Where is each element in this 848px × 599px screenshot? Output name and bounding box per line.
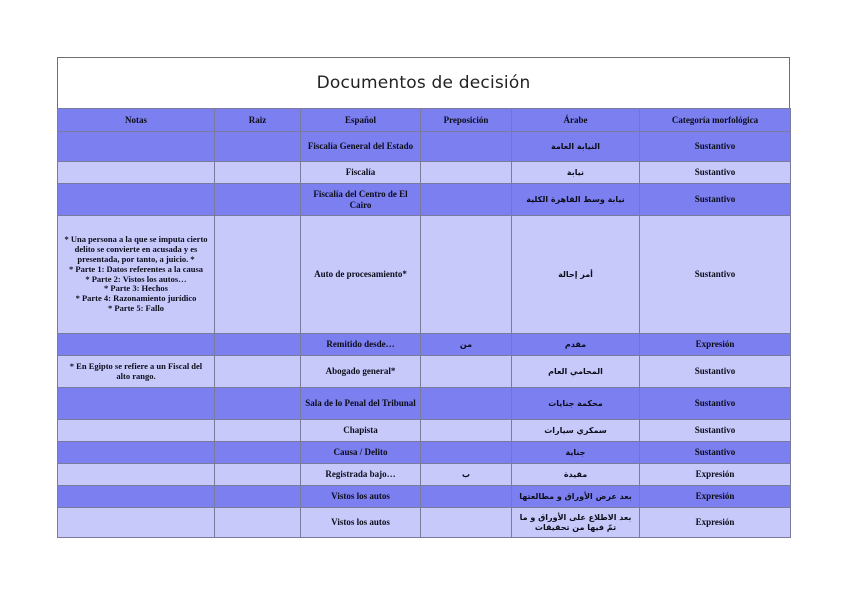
cell-preposicion <box>421 132 512 162</box>
cell-categoria: Expresión <box>640 334 791 356</box>
cell-espanol: Remitido desde… <box>301 334 421 356</box>
cell-arabe: بعد عرض الأوراق و مطالعتها <box>512 486 640 508</box>
note-line: * Parte 2: Vistos los autos… <box>85 273 187 284</box>
cell-categoria: Sustantivo <box>640 442 791 464</box>
cell-arabe: محكمة جنايات <box>512 388 640 420</box>
cell-raiz <box>215 420 301 442</box>
cell-preposicion <box>421 216 512 334</box>
table-row <box>58 162 791 184</box>
cell-categoria: Expresión <box>640 464 791 486</box>
cell-raiz <box>215 162 301 184</box>
title-box <box>57 57 790 108</box>
cell-espanol: Vistos los autos <box>301 508 421 538</box>
table-row <box>58 184 791 216</box>
cell-espanol: Auto de procesamiento* <box>301 216 421 334</box>
cell-notas: * En Egipto se refiere a un Fiscal del alto rango. <box>58 356 215 388</box>
cell-categoria: Expresión <box>640 486 791 508</box>
cell-preposicion <box>421 442 512 464</box>
cell-espanol: Registrada bajo… <box>301 464 421 486</box>
cell-preposicion <box>421 486 512 508</box>
cell-preposicion <box>421 508 512 538</box>
cell-arabe: المحامي العام <box>512 356 640 388</box>
cell-categoria: Sustantivo <box>640 420 791 442</box>
cell-notas <box>58 334 215 356</box>
cell-notas <box>58 442 215 464</box>
document-title: Documentos de decisión <box>316 73 531 93</box>
header-categoria: Categoría morfológica <box>640 109 791 132</box>
cell-notas <box>58 216 215 334</box>
cell-arabe: نيابة وسط القاهرة الكلية <box>512 184 640 216</box>
cell-raiz <box>215 132 301 162</box>
cell-preposicion <box>421 388 512 420</box>
table-row <box>58 442 791 464</box>
cell-arabe: نيابة <box>512 162 640 184</box>
cell-raiz <box>215 464 301 486</box>
note-line: * Parte 4: Razonamiento jurídico <box>75 293 197 304</box>
table-row <box>58 216 791 334</box>
note-line: * Una persona a la que se imputa cierto delito se convierte en acusada y es presentada, por tanto, a juicio. * <box>64 234 208 264</box>
header-espanol: Español <box>301 109 421 132</box>
cell-arabe: مقدم <box>512 334 640 356</box>
decision-documents-sheet <box>57 57 790 538</box>
cell-arabe: مقيدة <box>512 464 640 486</box>
cell-categoria: Sustantivo <box>640 388 791 420</box>
cell-preposicion: ب <box>421 464 512 486</box>
cell-arabe: النيابة العامة <box>512 132 640 162</box>
header-row <box>58 109 791 132</box>
cell-espanol: Vistos los autos <box>301 486 421 508</box>
table-row <box>58 508 791 538</box>
cell-notas <box>58 420 215 442</box>
cell-raiz <box>215 442 301 464</box>
cell-notas <box>58 508 215 538</box>
header-arabe: Árabe <box>512 109 640 132</box>
cell-espanol: Abogado general* <box>301 356 421 388</box>
cell-raiz <box>215 184 301 216</box>
cell-raiz <box>215 508 301 538</box>
note-line: * Parte 1: Datos referentes a la causa <box>69 263 203 274</box>
cell-notas <box>58 162 215 184</box>
cell-raiz <box>215 356 301 388</box>
cell-notas <box>58 464 215 486</box>
cell-espanol: Causa / Delito <box>301 442 421 464</box>
cell-notas <box>58 132 215 162</box>
cell-notas <box>58 486 215 508</box>
note-line: * Parte 3: Hechos <box>104 283 168 294</box>
cell-preposicion: من <box>421 334 512 356</box>
cell-raiz <box>215 388 301 420</box>
cell-categoria: Sustantivo <box>640 184 791 216</box>
table-row <box>58 420 791 442</box>
cell-espanol: Chapista <box>301 420 421 442</box>
table-row <box>58 486 791 508</box>
cell-notas <box>58 184 215 216</box>
table-row <box>58 464 791 486</box>
table-row <box>58 132 791 162</box>
cell-categoria: Sustantivo <box>640 216 791 334</box>
cell-arabe: أمر إحالة <box>512 216 640 334</box>
header-preposicion: Preposición <box>421 109 512 132</box>
cell-preposicion <box>421 420 512 442</box>
cell-preposicion <box>421 356 512 388</box>
header-notas: Notas <box>58 109 215 132</box>
header-raiz: Raiz <box>215 109 301 132</box>
cell-categoria: Expresión <box>640 508 791 538</box>
cell-notas <box>58 388 215 420</box>
cell-arabe: جناية <box>512 442 640 464</box>
cell-categoria: Sustantivo <box>640 132 791 162</box>
cell-raiz <box>215 334 301 356</box>
cell-preposicion <box>421 184 512 216</box>
table-row <box>58 334 791 356</box>
note-line: * Parte 5: Fallo <box>108 302 164 313</box>
cell-espanol: Fiscalía <box>301 162 421 184</box>
cell-raiz <box>215 216 301 334</box>
cell-arabe: بعد الاطلاع على الأوراق و ما تمّ فيها من تحقيقات <box>512 508 640 538</box>
cell-raiz <box>215 486 301 508</box>
glossary-table <box>57 108 791 538</box>
cell-categoria: Sustantivo <box>640 162 791 184</box>
table-row <box>58 388 791 420</box>
table-row <box>58 356 791 388</box>
cell-espanol: Sala de lo Penal del Tribunal <box>301 388 421 420</box>
cell-espanol: Fiscalía del Centro de El Cairo <box>301 184 421 216</box>
cell-preposicion <box>421 162 512 184</box>
cell-espanol: Fiscalía General del Estado <box>301 132 421 162</box>
cell-categoria: Sustantivo <box>640 356 791 388</box>
cell-arabe: سمكري سيارات <box>512 420 640 442</box>
